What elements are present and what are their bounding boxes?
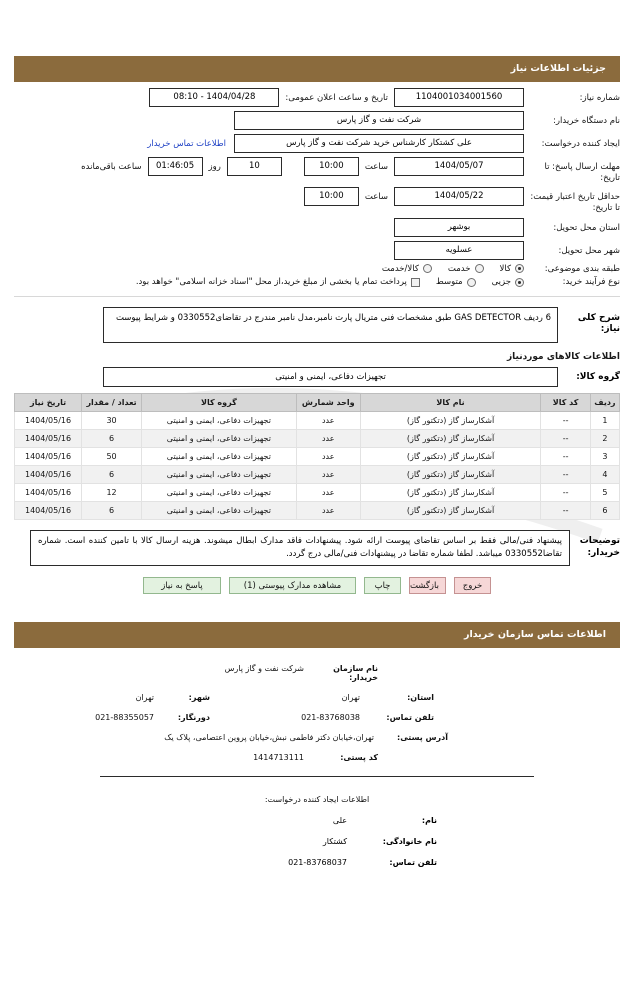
creator-firstname-row — [0, 816, 634, 825]
col-group: گروه کالا — [141, 393, 296, 411]
contact-info-header: اطلاعات تماس سازمان خریدار — [14, 622, 620, 648]
contact-city-label: شهر: — [188, 693, 210, 703]
table-row — [15, 411, 620, 429]
col-name: نام کالا — [360, 393, 541, 411]
price-validity-date-value: 1404/05/22 — [394, 187, 524, 206]
table-row — [15, 501, 620, 519]
buyer-notes-text: پیشنهاد فنی/مالی فقط بر اساس تقاضای پیوست ارائه شود. پیشنهادات فاقد مدارک ابطال میشوند. هزینه ارسال کالا با تامین کننده است. شماره تقاضا0330552 میباشد. لطفا شماره تقاضا در پیشنهادات فنی/مالی درج گردد. — [30, 530, 570, 566]
delivery-province-label: استان محل تحویل: — [553, 222, 620, 233]
cell-unit: عدد — [296, 501, 360, 519]
contact-org-value: شرکت نفت و گاز پارس — [224, 664, 304, 674]
creator-label: ایجاد کننده درخواست: — [541, 139, 620, 149]
buyer-notes-row — [0, 520, 634, 566]
buyer-notes-label: توضیحات خریدار: — [579, 535, 620, 558]
col-row: ردیف — [590, 393, 619, 411]
cell-group: تجهیزات دفاعی، ایمنی و امنیتی — [141, 501, 296, 519]
buyer-org-label: نام دستگاه خریدار: — [553, 116, 620, 126]
cell-date: 1404/05/16 — [15, 483, 82, 501]
deadline-hour-label: ساعت — [364, 162, 388, 172]
need-number-row — [14, 88, 620, 107]
view-attachments-button[interactable]: مشاهده مدارک پیوستی (1) — [229, 577, 356, 594]
cell-qty: 30 — [82, 411, 142, 429]
announce-value: 1404/04/28 - 08:10 — [149, 88, 279, 107]
creator-row — [14, 134, 620, 153]
cell-qty: 6 — [82, 465, 142, 483]
contact-province-label: استان: — [407, 693, 434, 703]
deadline-row — [14, 157, 620, 183]
cell-code: -- — [541, 483, 591, 501]
contact-address-label: آدرس پستی: — [397, 733, 448, 743]
description-text: 6 ردیف GAS DETECTOR طبق مشخصات فنی متریال پارت نامبر،مدل نامبر مندرج در تقاضای0330552 و شرایط پیوست — [103, 307, 558, 343]
process-option-medium[interactable] — [436, 277, 476, 287]
contact-postal-value: 1414713111 — [253, 753, 304, 763]
contact-address-row — [14, 733, 620, 742]
creator-section-panel — [0, 806, 634, 867]
goods-table — [14, 393, 620, 520]
price-validity-row — [14, 187, 620, 213]
cell-unit: عدد — [296, 429, 360, 447]
category-option-service[interactable] — [448, 264, 484, 274]
cell-qty: 12 — [82, 483, 142, 501]
checkbox-empty-icon — [411, 278, 420, 287]
contact-postal-row — [14, 753, 620, 762]
process-row — [14, 277, 620, 288]
need-details-header: جزئیات اطلاعات نیاز — [14, 56, 620, 82]
table-row — [15, 483, 620, 501]
description-label: شرح کلی نیاز: — [577, 312, 620, 335]
creator-lastname-label: نام خانوادگی: — [382, 837, 437, 847]
buyer-org-value: شرکت نفت و گاز پارس — [234, 111, 524, 130]
price-validity-label: حداقل تاریخ اعتبار قیمت: تا تاریخ: — [530, 192, 620, 213]
need-details-panel — [0, 82, 634, 288]
creator-firstname-value: علی — [332, 816, 347, 826]
cell-code: -- — [541, 411, 591, 429]
contact-org-row — [14, 664, 620, 682]
contact-postal-label: کد پستی: — [340, 753, 378, 763]
contact-fax-label: دورنگار: — [177, 713, 210, 723]
deadline-label: مهلت ارسال پاسخ: تا تاریخ: — [544, 162, 620, 183]
price-validity-hour-label: ساعت — [364, 192, 388, 203]
cell-group: تجهیزات دفاعی، ایمنی و امنیتی — [141, 411, 296, 429]
category-option-goods[interactable] — [500, 264, 524, 274]
delivery-city-value: عسلویه — [394, 241, 524, 260]
process-option-minor-label: جزیی — [491, 277, 511, 288]
cell-row: 2 — [590, 429, 619, 447]
delivery-city-row — [14, 241, 620, 260]
cell-unit: عدد — [296, 447, 360, 465]
cell-qty: 6 — [82, 429, 142, 447]
goods-group-label: گروه کالا: — [576, 371, 620, 382]
buyer-org-row — [14, 111, 620, 130]
category-label: طبقه بندی موضوعی: — [544, 263, 620, 274]
creator-value: علی کشتکار کارشناس خرید شرکت نفت و گاز پارس — [234, 134, 524, 153]
cell-name: آشکارساز گاز (دتکتور گاز) — [360, 465, 541, 483]
cell-code: -- — [541, 501, 591, 519]
cell-unit: عدد — [296, 483, 360, 501]
remaining-time-label: ساعت باقی‌مانده — [81, 162, 142, 172]
radio-empty-icon — [467, 278, 476, 287]
col-unit: واحد شمارش — [296, 393, 360, 411]
delivery-province-value: بوشهر — [394, 218, 524, 237]
cell-code: -- — [541, 429, 591, 447]
back-button[interactable]: بازگشت — [409, 577, 446, 594]
radio-selected-icon — [515, 264, 524, 273]
deadline-time-value: 10:00 — [304, 157, 359, 176]
contact-info-panel — [0, 648, 634, 762]
col-code: کد کالا — [541, 393, 591, 411]
category-row — [14, 264, 620, 275]
cell-row: 6 — [590, 501, 619, 519]
need-number-value: 1104001034001560 — [394, 88, 524, 107]
creator-phone-row — [0, 858, 634, 867]
creator-firstname-label: نام: — [421, 816, 437, 826]
table-row — [15, 465, 620, 483]
creator-phone-value: 021-83768037 — [288, 858, 347, 868]
remaining-time-value: 01:46:05 — [148, 157, 203, 176]
contact-phone-label: تلفن تماس: — [386, 713, 434, 723]
days-unit-label: روز — [208, 162, 221, 172]
cell-qty: 6 — [82, 501, 142, 519]
cell-group: تجهیزات دفاعی، ایمنی و امنیتی — [141, 429, 296, 447]
price-validity-time-value: 10:00 — [304, 187, 359, 206]
contact-fax-value: 021-88355057 — [95, 713, 154, 723]
remaining-days-value: 10 — [227, 157, 282, 176]
cell-group: تجهیزات دفاعی، ایمنی و امنیتی — [141, 447, 296, 465]
col-qty: تعداد / مقدار — [82, 393, 142, 411]
goods-table-header-row — [15, 393, 620, 411]
announce-label: تاریخ و ساعت اعلان عمومی: — [285, 93, 388, 103]
description-row — [0, 303, 634, 343]
cell-unit: عدد — [296, 411, 360, 429]
goods-subheader: اطلاعات کالاهای موردنیاز — [506, 351, 620, 362]
cell-row: 4 — [590, 465, 619, 483]
need-number-label: شماره نیاز: — [579, 93, 620, 103]
cell-row: 3 — [590, 447, 619, 465]
cell-date: 1404/05/16 — [15, 429, 82, 447]
treasury-bond-checkbox[interactable] — [136, 277, 420, 287]
cell-name: آشکارساز گاز (دتکتور گاز) — [360, 447, 541, 465]
treasury-bond-label: پرداخت تمام یا بخشی از مبلغ خرید،از محل "اسناد خزانه اسلامی" خواهد بود. — [135, 277, 407, 288]
col-date: تاریخ نیاز — [15, 393, 82, 411]
radio-empty-icon — [423, 264, 432, 273]
goods-group-row — [0, 365, 634, 393]
category-option-goods-service[interactable] — [382, 264, 432, 274]
category-option-goods-label: کالا — [499, 263, 511, 274]
cell-date: 1404/05/16 — [15, 411, 82, 429]
category-option-goods-service-label: کالا/خدمت — [381, 263, 419, 274]
cell-code: -- — [541, 447, 591, 465]
section-divider — [14, 296, 620, 297]
creator-lastname-value: کشتکار — [322, 837, 347, 847]
contact-city-value: تهران — [135, 693, 154, 703]
contact-phone-row — [14, 713, 620, 722]
creator-phone-label: تلفن تماس: — [389, 858, 437, 868]
cell-row: 5 — [590, 483, 619, 501]
creator-section-title: اطلاعات ایجاد کننده درخواست: — [264, 795, 370, 805]
cell-code: -- — [541, 465, 591, 483]
respond-to-need-button[interactable]: پاسخ به نیاز — [143, 577, 221, 594]
contact-address-value: تهران،خیابان دکتر فاطمی نبش،خیابان پروین اعتصامی، پلاک یک — [164, 733, 374, 743]
exit-button[interactable]: خروج — [454, 577, 491, 594]
delivery-province-row — [14, 218, 620, 237]
cell-row: 1 — [590, 411, 619, 429]
cell-group: تجهیزات دفاعی، ایمنی و امنیتی — [141, 483, 296, 501]
goods-table-wrapper — [0, 393, 634, 520]
goods-group-value: تجهیزات دفاعی، ایمنی و امنیتی — [103, 367, 558, 387]
print-button[interactable]: چاپ — [364, 577, 401, 594]
deadline-date-value: 1404/05/07 — [394, 157, 524, 176]
cell-date: 1404/05/16 — [15, 465, 82, 483]
cell-group: تجهیزات دفاعی، ایمنی و امنیتی — [141, 465, 296, 483]
report-page — [0, 56, 634, 867]
contact-phone-value: 021-83768038 — [301, 713, 360, 723]
cell-name: آشکارساز گاز (دتکتور گاز) — [360, 483, 541, 501]
goods-table-body — [15, 411, 620, 519]
radio-empty-icon — [475, 264, 484, 273]
cell-date: 1404/05/16 — [15, 447, 82, 465]
cell-name: آشکارساز گاز (دتکتور گاز) — [360, 501, 541, 519]
delivery-city-label: شهر محل تحویل: — [558, 245, 620, 256]
process-option-minor[interactable] — [492, 277, 524, 287]
cell-qty: 50 — [82, 447, 142, 465]
creator-lastname-row — [0, 837, 634, 846]
radio-selected-icon — [515, 278, 524, 287]
action-button-bar — [0, 566, 634, 594]
table-row — [15, 429, 620, 447]
category-option-service-label: خدمت — [447, 263, 471, 274]
buyer-contact-link[interactable]: اطلاعات تماس خریدار — [147, 139, 226, 149]
cell-date: 1404/05/16 — [15, 501, 82, 519]
contact-location-row — [14, 693, 620, 702]
cell-unit: عدد — [296, 465, 360, 483]
cell-name: آشکارساز گاز (دتکتور گاز) — [360, 411, 541, 429]
process-option-medium-label: متوسط — [435, 277, 463, 288]
contact-org-label: نام سازمان خریدار: — [333, 664, 378, 683]
table-row — [15, 447, 620, 465]
process-label: نوع فرآیند خرید: — [562, 277, 620, 288]
cell-name: آشکارساز گاز (دتکتور گاز) — [360, 429, 541, 447]
contact-province-value: تهران — [341, 693, 360, 703]
